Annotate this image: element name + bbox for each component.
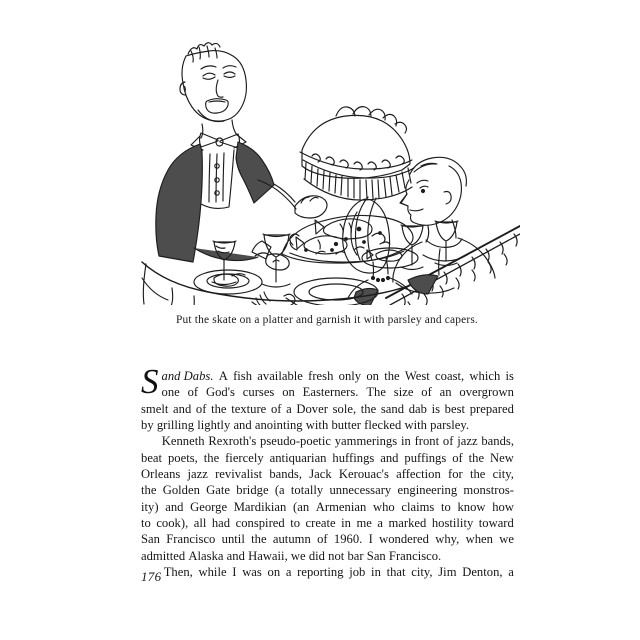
line-word: a <box>285 565 292 580</box>
text-line <box>141 564 514 580</box>
line-word: best <box>444 401 466 416</box>
line-word: by <box>141 418 154 433</box>
line-word: had <box>211 516 231 531</box>
line-word: and <box>380 450 399 465</box>
line-word: a <box>377 516 383 531</box>
line-word: sand <box>380 401 405 416</box>
line-word: in <box>371 565 381 580</box>
line-word: antiquarian <box>269 450 327 465</box>
paragraph-san-francisco <box>141 433 514 564</box>
text-line <box>141 417 514 433</box>
line-word: Armenian <box>315 499 367 514</box>
line-word: unnecessary <box>329 483 392 498</box>
line-word: and <box>233 418 252 433</box>
line-word: yammerings <box>334 434 398 449</box>
line-word: the <box>251 532 267 547</box>
line-word: and <box>173 401 192 416</box>
line-word: monstros- <box>463 483 514 498</box>
line-word: A <box>218 369 228 383</box>
line-word: the <box>384 369 400 383</box>
page-number: 176 <box>141 569 162 584</box>
line-word: totally <box>290 483 324 498</box>
line-word: cook), <box>156 516 189 531</box>
text-line <box>141 499 514 515</box>
line-word: (a <box>274 483 285 498</box>
line-word: grilling <box>156 418 195 433</box>
paragraph-indent <box>141 433 158 449</box>
line-word: coast, <box>435 369 465 383</box>
line-word: of <box>195 401 207 416</box>
text-line <box>141 548 514 564</box>
line-word: sole, <box>332 401 357 416</box>
line-word: job <box>349 565 366 580</box>
line-word: San <box>141 532 160 547</box>
line-word: jazz <box>187 467 208 482</box>
line-word: smelt <box>141 401 169 416</box>
line-word: anointing <box>254 418 303 433</box>
line-word: claims <box>401 499 435 514</box>
line-word: not <box>328 548 345 563</box>
line-word: to <box>141 516 151 531</box>
line-word: which <box>469 369 501 383</box>
line-word: did <box>308 548 325 563</box>
line-word: for <box>448 467 463 482</box>
line-word: Then, <box>163 565 193 580</box>
line-word: Kenneth <box>161 434 205 449</box>
line-word: the <box>468 450 485 465</box>
line-word: New <box>490 450 514 465</box>
line-word: how <box>492 499 514 514</box>
text-line <box>141 482 514 498</box>
line-word: flecked <box>364 418 402 433</box>
line-word: that <box>386 565 406 580</box>
line-word: while <box>198 565 227 580</box>
line-word: Denton, <box>462 565 503 580</box>
line-word: we <box>499 532 514 547</box>
line-word: I <box>232 565 237 580</box>
line-word: Easterners. <box>302 385 359 400</box>
line-word: of <box>421 385 432 400</box>
illustration-caption: Put the skate on a platter and garnish it with parsley and capers. <box>176 314 478 326</box>
line-word: Golden <box>162 483 200 498</box>
line-word: was <box>242 565 262 580</box>
line-word: ity) <box>141 499 159 514</box>
text-line <box>162 368 514 384</box>
line-word: West <box>404 369 430 383</box>
line-word: hostility <box>431 516 474 531</box>
drop-cap-letter: S <box>141 362 159 401</box>
line-word: we <box>290 548 306 563</box>
line-word: the <box>141 483 157 498</box>
line-word: fish <box>233 369 253 383</box>
line-word: I <box>368 532 373 547</box>
line-word: only <box>338 369 362 383</box>
line-word: Dover <box>296 401 328 416</box>
line-word: the <box>203 450 220 465</box>
line-word: in <box>341 516 351 531</box>
text-line <box>141 531 514 547</box>
line-word: of <box>317 532 328 547</box>
line-word: texture <box>231 401 267 416</box>
line-word: with <box>305 418 329 433</box>
line-word: Francisco. <box>388 548 442 563</box>
line-word: revivalist <box>215 467 263 482</box>
line-word: to <box>440 499 451 514</box>
line-word: of <box>452 450 463 465</box>
line-word: Mardikian <box>233 499 287 514</box>
paragraph-sand-dabs <box>141 362 514 433</box>
text-line <box>162 384 514 400</box>
line-word: Alaska <box>188 548 224 563</box>
line-word: huffings <box>332 450 375 465</box>
line-word: a <box>286 401 292 416</box>
line-word: prepared <box>469 401 514 416</box>
illustration-artwork <box>140 40 520 305</box>
line-word: pseudo-poetic <box>260 434 331 449</box>
line-word: know <box>457 499 486 514</box>
line-word: Francisco <box>166 532 216 547</box>
text-line <box>141 515 514 531</box>
line-word: Jim <box>438 565 457 580</box>
line-word: autumn <box>272 532 311 547</box>
line-word: the <box>469 467 486 482</box>
line-word: God's <box>205 385 235 400</box>
line-word: engineering <box>397 483 458 498</box>
line-word: jazz <box>457 434 478 449</box>
line-word: fiercely <box>225 450 264 465</box>
line-word: reporting <box>297 565 344 580</box>
line-word: toward <box>478 516 514 531</box>
text-line <box>141 401 514 417</box>
line-word: admitted <box>141 548 186 563</box>
line-word: why, <box>435 532 460 547</box>
line-word: (an <box>293 499 310 514</box>
line-word: beat <box>141 450 163 465</box>
line-word: of <box>442 434 454 449</box>
body-text-block <box>141 362 514 580</box>
line-word: 1960. <box>333 532 363 547</box>
line-word: conspired <box>235 516 285 531</box>
line-word: until <box>221 532 245 547</box>
line-word: dab <box>408 401 427 416</box>
line-word: wondered <box>379 532 429 547</box>
line-word: city, <box>411 565 433 580</box>
line-word: in <box>400 434 411 449</box>
line-word: size <box>393 385 414 400</box>
illustration-waiter-serving-fish <box>140 40 520 305</box>
line-word: butter <box>331 418 361 433</box>
line-word: to <box>290 516 301 531</box>
line-word: bands, <box>269 467 303 482</box>
line-word: when <box>465 532 493 547</box>
line-word: bands, <box>481 434 514 449</box>
line-word: and <box>226 548 245 563</box>
line-word: one <box>161 385 180 400</box>
line-word: parsley. <box>430 418 470 433</box>
line-word: Kerouac's <box>338 467 389 482</box>
line-word: an <box>439 385 452 400</box>
line-word: Rexroth's <box>208 434 257 449</box>
line-word: on <box>282 385 295 400</box>
text-line <box>141 433 514 449</box>
paragraph-sand-dabs-lines <box>141 362 514 401</box>
line-word: front <box>414 434 440 449</box>
text-line <box>141 466 514 482</box>
line-word: a <box>508 565 514 580</box>
line-word: fresh <box>308 369 334 383</box>
paragraph-jim-denton <box>141 564 514 580</box>
line-word: with <box>404 418 427 433</box>
line-word: The <box>366 385 386 400</box>
line-word: affection <box>396 467 441 482</box>
line-word: lightly <box>197 418 231 433</box>
line-word: curses <box>242 385 275 400</box>
line-word: and <box>165 499 184 514</box>
line-word: on <box>267 565 281 580</box>
text-line <box>141 450 514 466</box>
line-word: San <box>366 548 386 563</box>
line-word: me <box>356 516 372 531</box>
italic-lead-in: and Dabs. <box>161 369 214 383</box>
line-word: marked <box>388 516 427 531</box>
line-word: on <box>366 369 379 383</box>
line-word: of <box>187 385 199 400</box>
line-word: bar <box>347 548 364 563</box>
line-word: the <box>211 401 227 416</box>
line-word: Hawaii, <box>248 548 288 563</box>
line-word: who <box>372 499 395 514</box>
line-word: create <box>305 516 336 531</box>
line-word: available <box>257 369 303 383</box>
line-word: Orleans <box>141 467 181 482</box>
line-word: is <box>431 401 441 416</box>
line-word: Gate <box>206 483 231 498</box>
line-word: city, <box>492 467 514 482</box>
line-word: the <box>360 401 377 416</box>
line-word: poets, <box>167 450 198 465</box>
line-word: George <box>190 499 228 514</box>
line-word: bridge <box>236 483 269 498</box>
line-word: puffings <box>404 450 447 465</box>
line-word: all <box>193 516 207 531</box>
line-word: Jack <box>309 467 332 482</box>
line-word: is <box>505 369 514 383</box>
line-word: of <box>270 401 282 416</box>
line-word: overgrown <box>459 385 514 400</box>
